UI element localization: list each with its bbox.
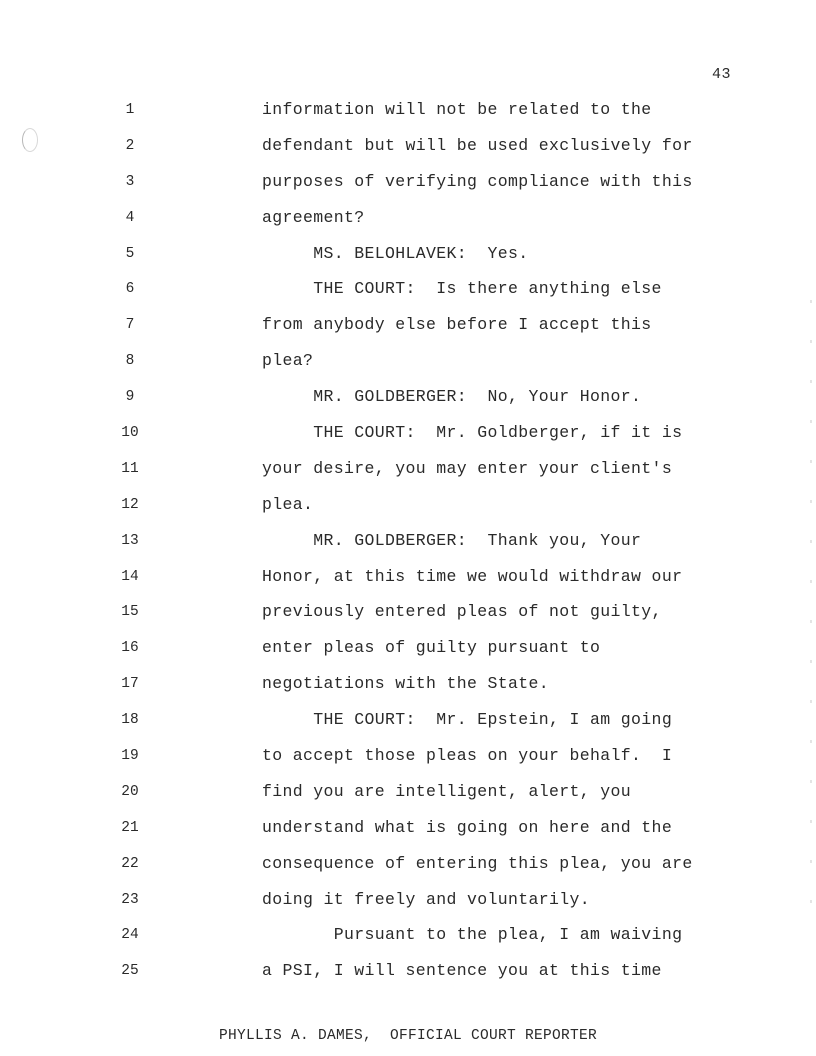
- line-text: agreement?: [262, 207, 365, 227]
- transcript-line: [0, 311, 816, 347]
- line-number: 14: [121, 568, 139, 585]
- transcript-line: [0, 419, 816, 455]
- transcript-line: [0, 204, 816, 240]
- line-number: 22: [121, 855, 139, 872]
- line-number: 9: [125, 389, 135, 406]
- line-text: Pursuant to the plea, I am waiving: [262, 925, 683, 945]
- line-text: find you are intelligent, alert, you: [262, 781, 632, 801]
- line-text: THE COURT: Mr. Epstein, I am going: [262, 710, 673, 730]
- line-number: 11: [121, 460, 139, 477]
- line-text: to accept those pleas on your behalf. I: [262, 746, 673, 766]
- court-reporter-footer: PHYLLIS A. DAMES, OFFICIAL COURT REPORTER: [218, 1028, 598, 1044]
- transcript-line: [0, 347, 816, 383]
- line-text: consequence of entering this plea, you are: [262, 853, 693, 873]
- line-text: your desire, you may enter your client's: [262, 458, 673, 478]
- line-number: 25: [121, 963, 139, 980]
- line-number: 19: [121, 748, 139, 765]
- transcript-line: [0, 850, 816, 886]
- line-text: plea?: [262, 351, 314, 371]
- line-number: 17: [121, 676, 139, 693]
- transcript-line: [0, 563, 816, 599]
- transcript-line: [0, 275, 816, 311]
- transcript-line: [0, 921, 816, 957]
- line-number: 2: [125, 137, 135, 154]
- line-text: negotiations with the State.: [262, 674, 550, 694]
- line-text: plea.: [262, 494, 314, 514]
- transcript-line: [0, 778, 816, 814]
- transcript-line: [0, 957, 816, 993]
- transcript-line: [0, 814, 816, 850]
- line-text: previously entered pleas of not guilty,: [262, 602, 662, 622]
- page-number: 43: [712, 66, 732, 83]
- line-number: 16: [121, 640, 139, 657]
- transcript-line: [0, 240, 816, 276]
- line-number: 3: [125, 173, 135, 190]
- transcript-body: [0, 96, 816, 993]
- transcript-line: [0, 634, 816, 670]
- line-number: 4: [125, 209, 135, 226]
- transcript-line: [0, 742, 816, 778]
- line-number: 18: [121, 712, 139, 729]
- line-number: 1: [125, 102, 135, 118]
- line-number: 21: [121, 819, 139, 836]
- line-number: 23: [121, 891, 139, 908]
- line-text: purposes of verifying compliance with this: [262, 171, 693, 191]
- line-number: 8: [125, 353, 135, 370]
- line-text: information will not be related to the: [262, 100, 652, 119]
- line-number: 5: [125, 245, 135, 262]
- line-text: MR. GOLDBERGER: No, Your Honor.: [262, 387, 642, 407]
- line-text: THE COURT: Mr. Goldberger, if it is: [262, 423, 683, 443]
- line-number: 13: [121, 532, 139, 549]
- transcript-line: [0, 132, 816, 168]
- line-text: MR. GOLDBERGER: Thank you, Your: [262, 530, 642, 550]
- transcript-line: [0, 455, 816, 491]
- line-text: enter pleas of guilty pursuant to: [262, 638, 601, 658]
- line-text: defendant but will be used exclusively for: [262, 135, 693, 155]
- transcript-line: [0, 598, 816, 634]
- transcript-line: [0, 168, 816, 204]
- transcript-line: [0, 527, 816, 563]
- line-number: 7: [125, 317, 135, 334]
- transcript-line: [0, 706, 816, 742]
- transcript-line: [0, 886, 816, 922]
- line-number: 6: [125, 281, 135, 298]
- transcript-line: [0, 383, 816, 419]
- line-number: 10: [121, 425, 139, 442]
- line-text: THE COURT: Is there anything else: [262, 279, 662, 299]
- line-text: a PSI, I will sentence you at this time: [262, 961, 662, 981]
- transcript-line: [0, 670, 816, 706]
- line-number: 12: [121, 496, 139, 513]
- line-number: 20: [121, 783, 139, 800]
- line-text: Honor, at this time we would withdraw our: [262, 566, 683, 586]
- line-number: 24: [121, 927, 139, 944]
- transcript-line: [0, 491, 816, 527]
- line-text: doing it freely and voluntarily.: [262, 889, 591, 909]
- line-number: 15: [121, 604, 139, 621]
- transcript-line: [0, 96, 816, 132]
- line-text: MS. BELOHLAVEK: Yes.: [262, 243, 529, 263]
- line-text: from anybody else before I accept this: [262, 315, 652, 335]
- line-text: understand what is going on here and the: [262, 817, 673, 837]
